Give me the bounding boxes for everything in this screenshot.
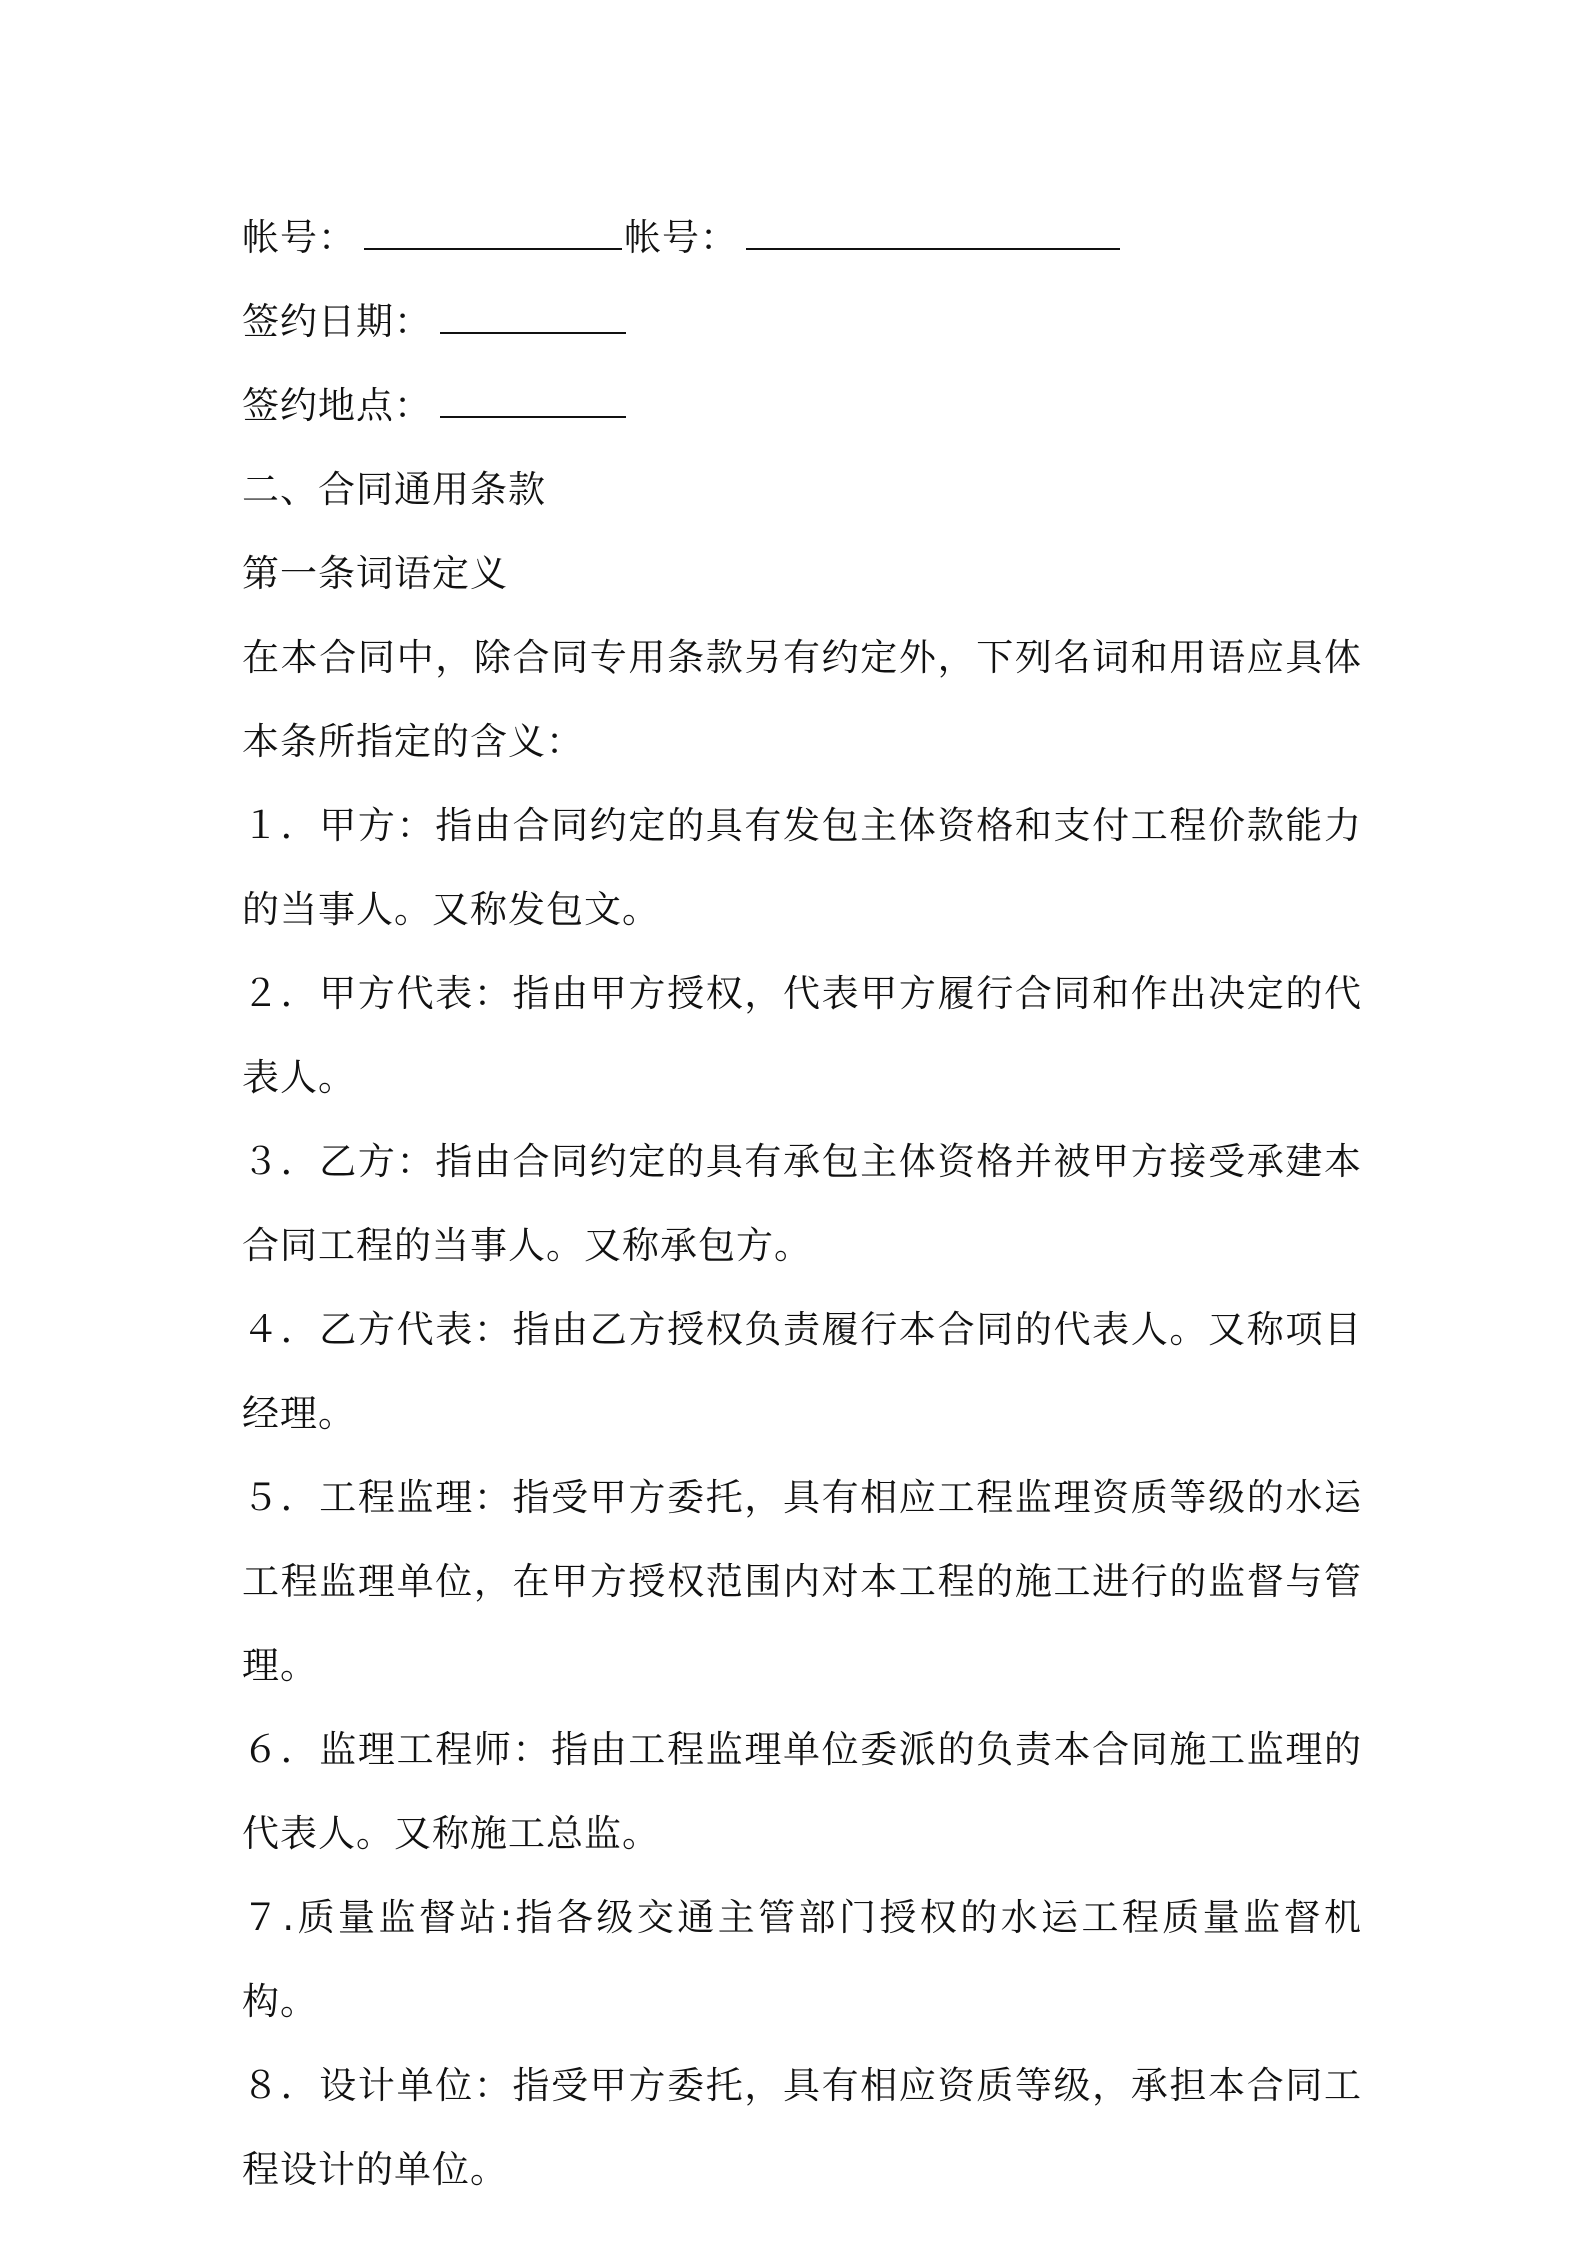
definition-item: ２．甲方代表：指由甲方授权，代表甲方履行合同和作出决定的代表人。: [242, 972, 1362, 1099]
definition-item: ４．乙方代表：指由乙方授权负责履行本合同的代表人。又称项目经理。: [242, 1308, 1362, 1435]
account-label: 帐号：: [242, 216, 356, 259]
document-body: [242, 196, 1362, 2212]
section-title: 二、合同通用条款: [242, 468, 546, 511]
sign-date-blank-field: [440, 302, 626, 334]
definition-item: １．甲方：指由合同约定的具有发包主体资格和支付工程价款能力的当事人。又称发包文。: [242, 804, 1362, 931]
definition-item: ３．乙方：指由合同约定的具有承包主体资格并被甲方接受承建本合同工程的当事人。又称承包方。: [242, 1140, 1362, 1267]
definition-item: ８．设计单位：指受甲方委托，具有相应资质等级，承担本合同工程设计的单位。: [242, 2064, 1362, 2191]
sign-place-line: [242, 364, 1362, 448]
definition-item: ６．监理工程师：指由工程监理单位委派的负责本合同施工监理的代表人。又称施工总监。: [242, 1728, 1362, 1855]
sign-date-label: 签约日期：: [242, 300, 432, 343]
account-blank-field-second: [746, 218, 1120, 250]
sign-date-line: [242, 280, 1362, 364]
article-title: 第一条词语定义: [242, 552, 508, 595]
account-blank-field: [364, 218, 622, 250]
definition-item: ７.质量监督站:指各级交通主管部门授权的水运工程质量监督机构。: [242, 1896, 1362, 2023]
sign-place-label: 签约地点：: [242, 384, 432, 427]
intro-paragraph: 在本合同中，除合同专用条款另有约定外，下列名词和用语应具体本条所指定的含义：: [242, 636, 1362, 763]
account-line: [242, 196, 1362, 280]
account-label-second: 帐号：: [624, 216, 738, 259]
definition-item: ５．工程监理：指受甲方委托，具有相应工程监理资质等级的水运工程监理单位，在甲方授权范围内对本工程的施工进行的监督与管理。: [242, 1476, 1362, 1687]
sign-place-blank-field: [440, 386, 626, 418]
